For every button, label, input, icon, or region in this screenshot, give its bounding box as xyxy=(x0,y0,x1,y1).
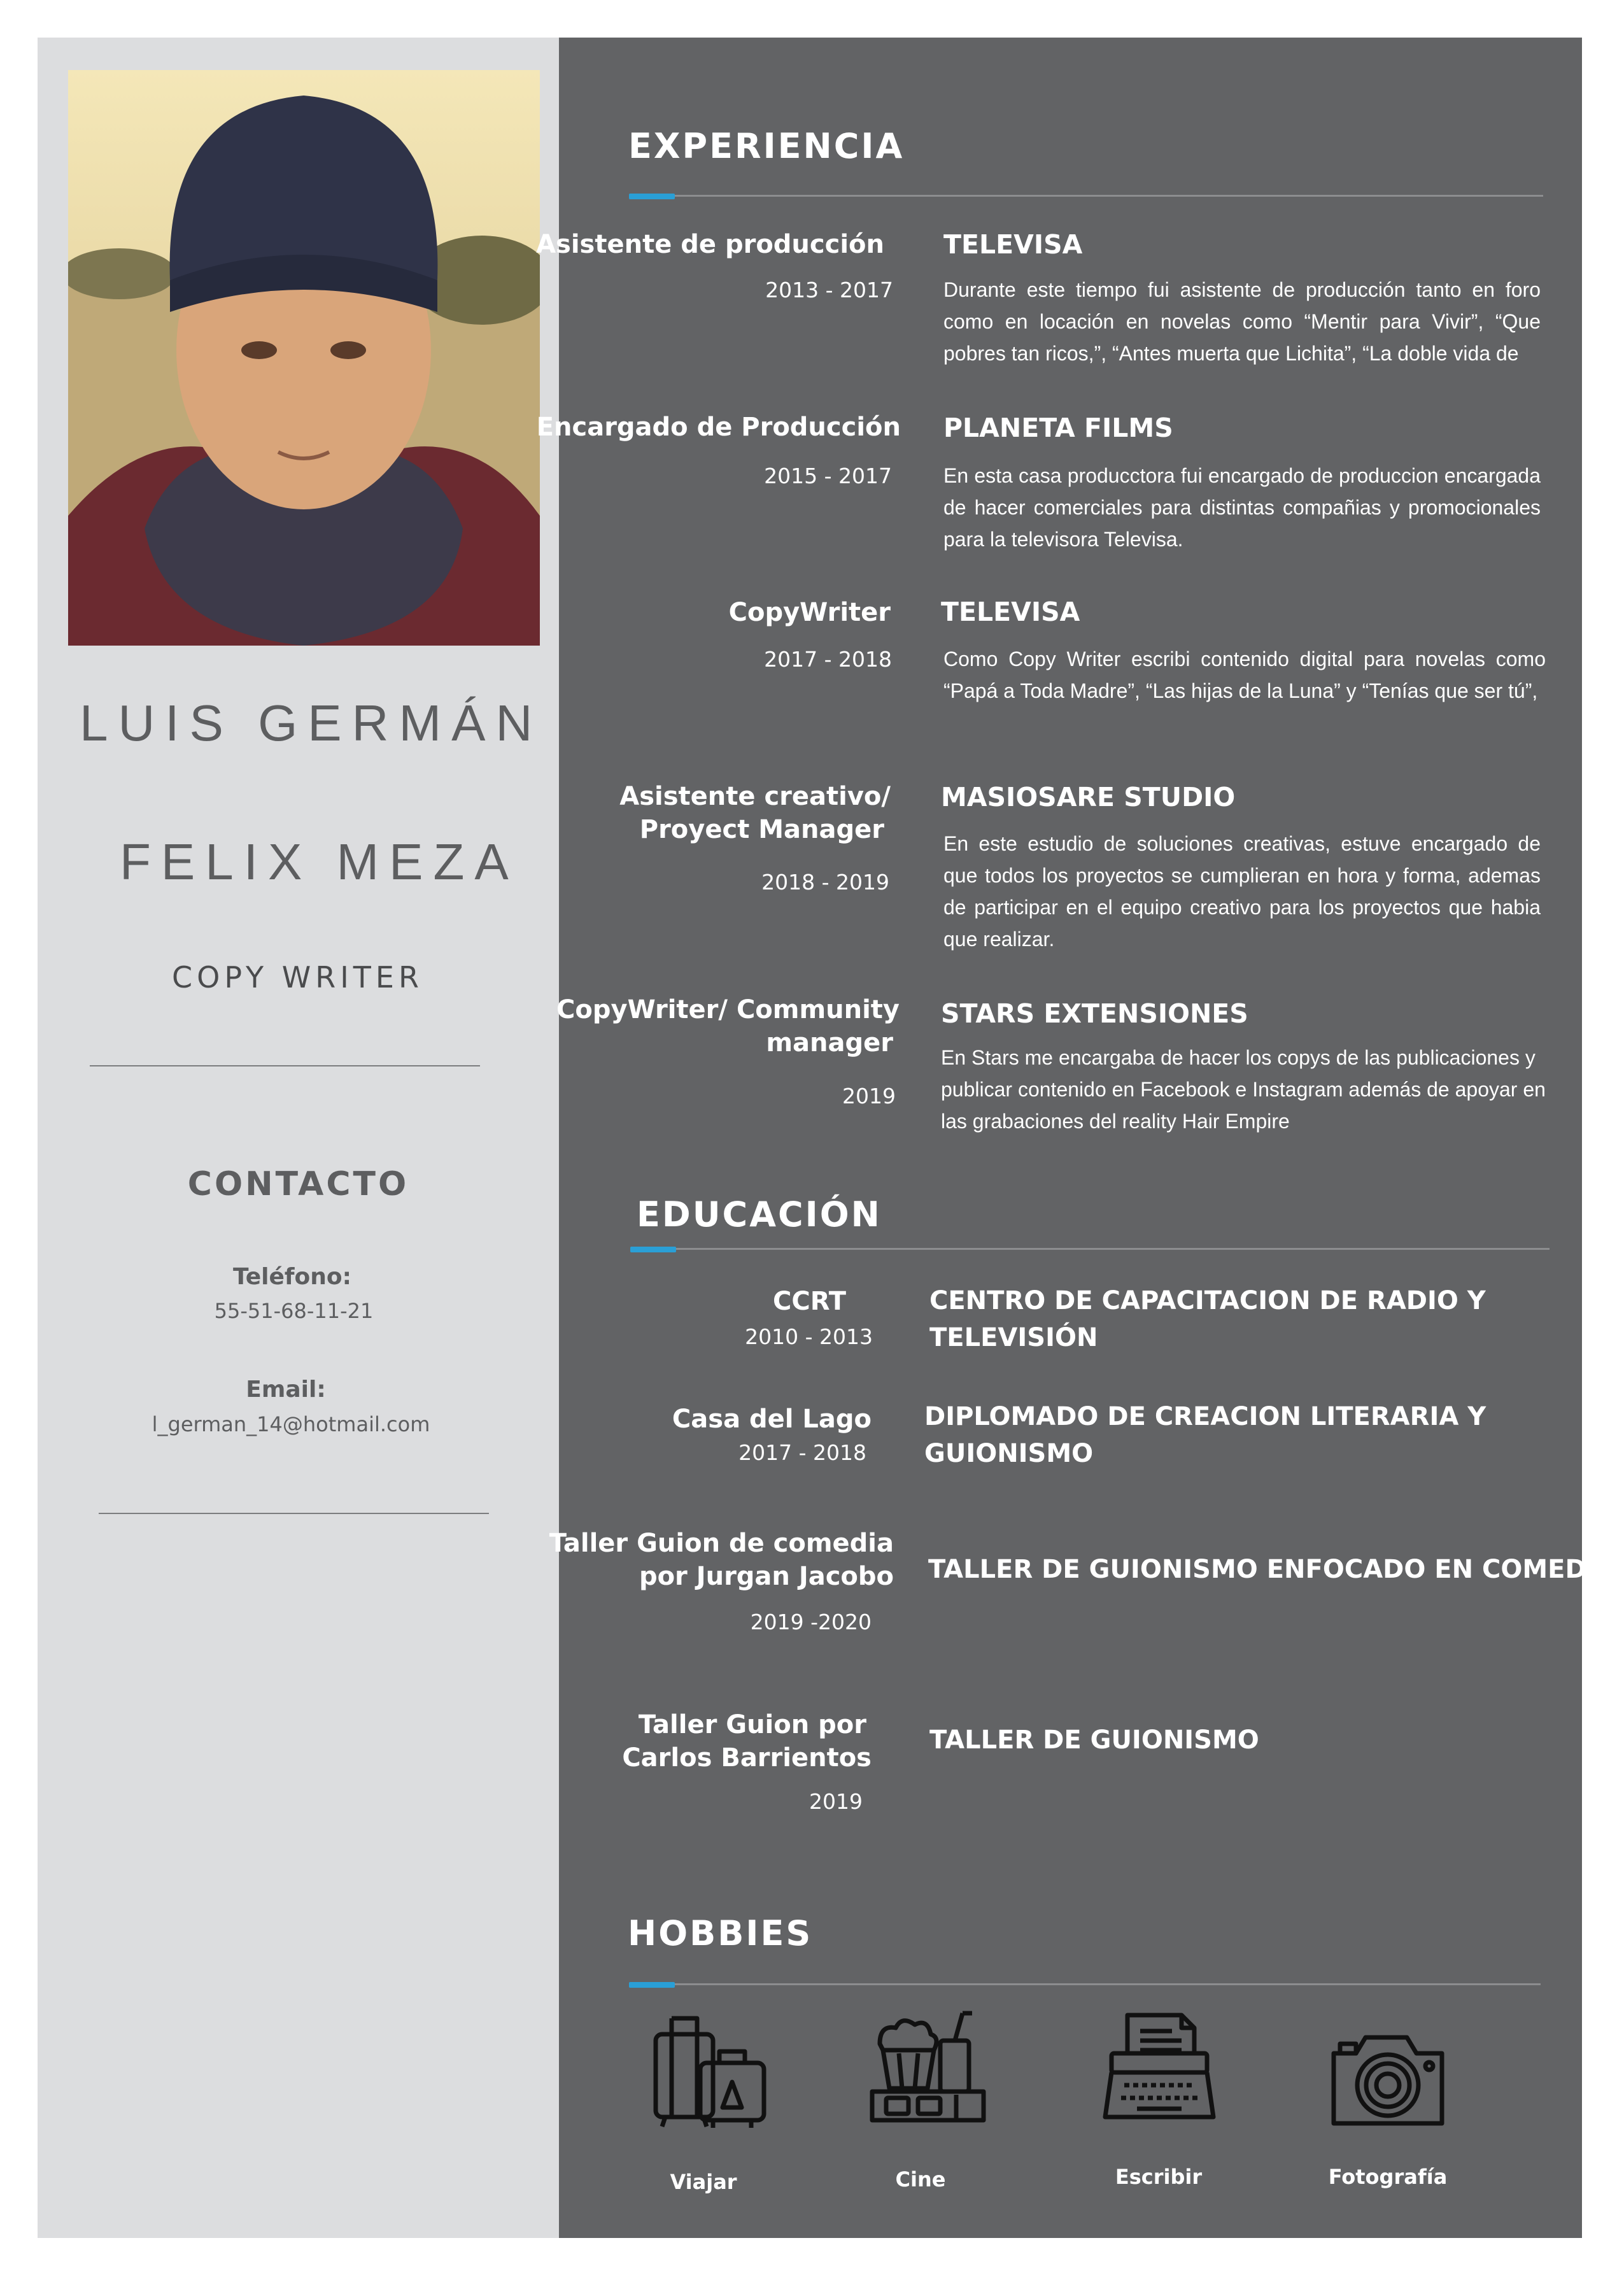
edu-dates: 2019 xyxy=(809,1789,863,1814)
edu-school: Carlos Barrientos xyxy=(622,1743,872,1773)
edu-dates: 2017 - 2018 xyxy=(738,1440,866,1465)
job-description: En este estudio de soluciones creativas, estuve encargado de que todos los proyectos se cumplieran en hora y forma, ademas de participar en el equipo creativo para los proyectos que habia que realizar. xyxy=(943,832,1541,951)
job-dates: 2019 xyxy=(842,1084,896,1108)
job-description: Durante este tiempo fui asistente de producción tanto en foro como en locación en novelas como “Mentir para Vivir”, “Que pobres tan ricos,”, “Antes muerta que Lichita”, “La doble vida de xyxy=(943,278,1541,365)
section-accent xyxy=(629,1982,675,1988)
name-first: LUIS GERMÁN xyxy=(80,695,543,751)
edu-program: TALLER DE GUIONISMO xyxy=(929,1725,1259,1755)
divider xyxy=(90,1065,480,1066)
job-title: manager xyxy=(766,1028,893,1058)
job-dates: 2018 - 2019 xyxy=(761,870,889,895)
job-company: TELEVISA xyxy=(943,229,1083,260)
profile-photo xyxy=(68,70,540,646)
phone-value: 55-51-68-11-21 xyxy=(214,1299,374,1323)
job-title: Proyect Manager xyxy=(639,815,884,844)
job-company: STARS EXTENSIONES xyxy=(941,998,1248,1029)
section-rule xyxy=(629,1983,1541,1985)
job-title: Encargado de Producción xyxy=(536,413,901,442)
email-value[interactable]: l_german_14@hotmail.com xyxy=(152,1412,430,1436)
name-last: FELIX MEZA xyxy=(120,833,519,890)
edu-program: CENTRO DE CAPACITACION DE RADIO Y TELEVISIÓN xyxy=(929,1286,1486,1352)
phone-label: Teléfono: xyxy=(232,1264,352,1290)
email-label: Email: xyxy=(246,1377,326,1403)
education-heading: EDUCACIÓN xyxy=(637,1194,882,1235)
edu-school: Taller Guion de comedia xyxy=(549,1529,894,1558)
job-role: COPY WRITER xyxy=(172,960,423,995)
edu-program: TALLER DE GUIONISMO ENFOCADO EN COMEDIA xyxy=(928,1555,1616,1584)
job-dates: 2015 - 2017 xyxy=(764,464,892,488)
hobbies-heading: HOBBIES xyxy=(628,1913,813,1953)
job-company: TELEVISA xyxy=(941,597,1080,627)
edu-school: Casa del Lago xyxy=(672,1405,872,1434)
job-dates: 2013 - 2017 xyxy=(765,278,893,302)
edu-program: DIPLOMADO DE CREACION LITERARIA Y GUIONISMO xyxy=(924,1402,1486,1468)
job-title: CopyWriter xyxy=(728,598,891,627)
section-accent xyxy=(629,194,675,199)
job-description: Como Copy Writer escribi contenido digital para novelas como “Papá a Toda Madre”, “Las hijas de la Luna” y “Tenías que ser tú”, xyxy=(943,648,1546,702)
job-title: Asistente de producción xyxy=(536,230,884,259)
typewriter-icon xyxy=(1099,2006,1220,2127)
edu-school: Taller Guion por xyxy=(638,1710,866,1739)
hobby-label: Viajar xyxy=(670,2170,737,2194)
job-title: Asistente creativo/ xyxy=(619,782,891,811)
portrait-image xyxy=(68,70,540,646)
hobby-label: Fotografía xyxy=(1328,2165,1448,2189)
job-description: En esta casa producctora fui encargado de produccion encargada de hacer comerciales para distintas compañias y promocionales para la televisora Televisa. xyxy=(943,464,1541,551)
edu-school: por Jurgan Jacobo xyxy=(639,1562,894,1591)
contact-heading: CONTACTO xyxy=(187,1165,409,1203)
section-rule xyxy=(630,1248,1550,1250)
job-company: MASIOSARE STUDIO xyxy=(941,782,1236,812)
luggage-icon xyxy=(649,2012,770,2133)
section-accent xyxy=(630,1247,676,1252)
job-title: CopyWriter/ Community xyxy=(556,995,900,1024)
job-description: En Stars me encargaba de hacer los copys de las publicaciones y publicar contenido en Facebook e Instagram además de apoyar en las grabaciones del reality Hair Empire xyxy=(941,1046,1546,1133)
section-rule xyxy=(629,195,1543,197)
hobby-label: Cine xyxy=(895,2167,946,2191)
edu-school: CCRT xyxy=(773,1287,846,1316)
job-dates: 2017 - 2018 xyxy=(764,647,892,672)
experience-heading: EXPERIENCIA xyxy=(628,126,905,166)
divider xyxy=(99,1513,489,1514)
cinema-icon xyxy=(867,2006,988,2127)
camera-icon xyxy=(1327,2018,1448,2139)
hobby-label: Escribir xyxy=(1115,2165,1203,2189)
edu-dates: 2010 - 2013 xyxy=(745,1324,873,1349)
edu-dates: 2019 -2020 xyxy=(750,1610,872,1634)
job-company: PLANETA FILMS xyxy=(943,413,1173,443)
